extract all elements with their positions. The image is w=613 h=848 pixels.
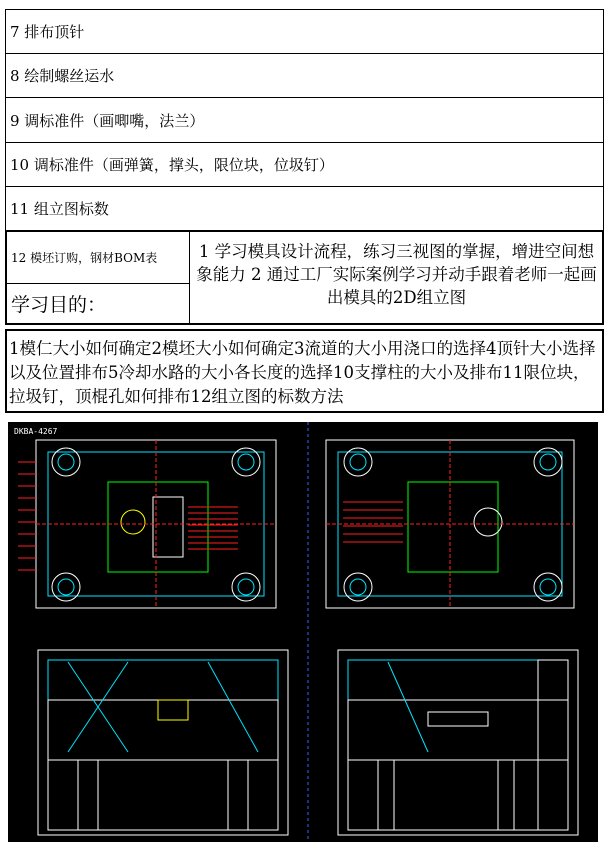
- purpose-block: [5, 230, 604, 325]
- bom-text: 12 模坯订购，钢材BOM表: [11, 251, 158, 265]
- support-column: [228, 760, 248, 830]
- row-item-10: [5, 142, 604, 186]
- guide-pin-inner: [540, 579, 556, 595]
- section-plate-top: [48, 660, 278, 700]
- section-angle-line: [208, 662, 258, 752]
- row-text: 10 调标准件（画弹簧，撑头，限位块，位圾钉）: [10, 156, 334, 174]
- guide-pin-inner: [540, 454, 556, 470]
- row-text: 8 绘制螺丝运水: [10, 67, 115, 85]
- row-text: 7 排布顶针: [10, 23, 85, 41]
- support-column: [378, 760, 394, 830]
- row-item-7: [5, 9, 604, 53]
- side-plate: [538, 660, 568, 830]
- bom-cell: [7, 232, 190, 284]
- drawing-linework: [18, 422, 578, 842]
- guide-pin-inner: [238, 579, 254, 595]
- section-view-left-outline: [38, 650, 288, 835]
- guide-pin-inner: [238, 454, 254, 470]
- plan-view-left-core: [108, 482, 208, 572]
- summary-text: 1模仁大小如何确定2模坯大小如何确定3流道的大小用浇口的选择4顶针大小选择以及位置排布5冷却水路的大小各长度的选择10支撑柱的大小及排布11限位块，拉圾钉，顶棍孔如何排布12组立图的标数方法: [9, 339, 596, 406]
- section-insert: [158, 700, 188, 720]
- plan-view-left-cavity: [153, 497, 183, 557]
- cad-drawing-svg: [8, 422, 598, 842]
- sprue-circle: [121, 510, 145, 534]
- section-plate-bottom: [48, 760, 278, 830]
- support-column: [78, 760, 98, 830]
- support-column: [498, 760, 514, 830]
- row-item-11: [5, 186, 604, 230]
- purpose-text: 1 学习模具设计流程，练习三视图的掌握，增进空间想象能力 2 通过工厂实际案例学习并动手跟着老师一起画出模具的2D组立图: [196, 242, 597, 307]
- guide-pin-inner: [58, 579, 74, 595]
- guide-pin-inner: [58, 454, 74, 470]
- section-plate-bottom: [348, 760, 568, 830]
- guide-pin-circle: [534, 573, 562, 601]
- purpose-label-text: 学习目的：: [11, 294, 107, 316]
- guide-pin-circle: [52, 573, 80, 601]
- summary-box: [5, 329, 604, 413]
- section-plate-mid: [348, 700, 568, 760]
- row-text: 9 调标准件（画唧嘴，法兰）: [10, 111, 205, 130]
- plan-view-right-core: [408, 482, 498, 572]
- guide-pin-inner: [350, 454, 366, 470]
- section-view-right-outline: [338, 650, 578, 835]
- guide-pin-inner: [350, 579, 366, 595]
- section-plate-top: [348, 660, 568, 700]
- row-text: 11 组立图标数: [10, 200, 109, 218]
- section-insert: [428, 712, 488, 726]
- drawing-title: DKBA-4267: [14, 427, 58, 436]
- guide-pin-circle: [232, 573, 260, 601]
- purpose-label: [7, 284, 190, 323]
- section-angle-line: [388, 662, 428, 752]
- guide-pin-circle: [344, 573, 372, 601]
- row-item-8: [5, 53, 604, 97]
- row-item-9: [5, 97, 604, 142]
- cad-drawing: [8, 422, 598, 842]
